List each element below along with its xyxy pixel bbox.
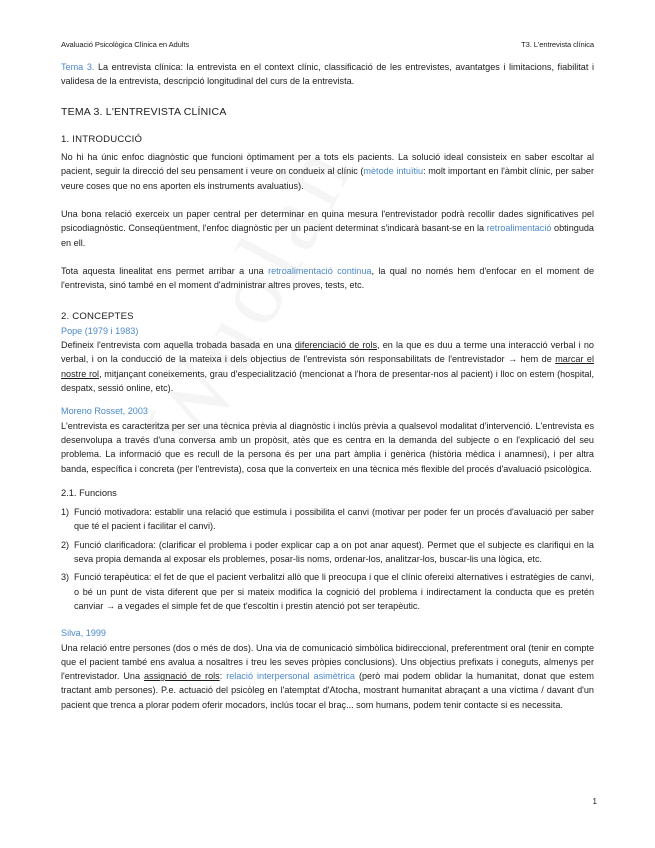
- document-body: [61, 60, 594, 712]
- list-item-funcio-terapeutica: [61, 570, 594, 613]
- list-number: 2): [61, 539, 70, 550]
- section-heading-concepts: 2. CONCEPTES: [61, 310, 134, 322]
- list-item-funcio-motivadora: [61, 505, 594, 534]
- pope-text-c: , mitjançant coneixements, grau d'especialització (mencionat a l'hora de presentar-nos al pacient) i lloc on estem (hospital, despatx, sessió online, etc).: [61, 368, 594, 394]
- keyword-metode-intuitiu: mètode intuïtiu: [363, 166, 424, 177]
- author-moreno-rosset: Moreno Rosset, 2003: [61, 406, 148, 417]
- pope-text-b: , en la que es duu a terme una interacció verbal i no verbal, i on la conducció de la mateixa i dels objectius de l'entrevista són responsabilitats de l'entrevistador → hem de: [61, 340, 594, 365]
- topic-summary: [61, 60, 594, 89]
- list-item-text: Funció motivadora: establir una relació que estimula i possibilita el canvi (motivar per poder fer un procés d'avaluació per saber que té el pacient i facilitar el canvi).: [74, 507, 594, 532]
- intro-p3-text-a: Tota aquesta linealitat ens permet arribar a una: [61, 265, 269, 276]
- moreno-paragraph: L'entrevista es caracteritza per ser una tècnica prèvia al diagnòstic i inclús prèvia a qualsevol modalitat d'intervenció. L'entrevista es desenvolupa a través d'una conversa amb un propòsit, atès que es centra en la demanda del subjecte o en l'explicació del seu problema. La informació que es recull de la persona és per una part àmplia i genèrica (història mèdica i anamnesi), i per altra banda, específica i concreta (per l'entrevista), cosa que la converteix en una tècnica més flexible del procés d'avaluació psicològica.: [61, 420, 594, 474]
- section-heading-intro: 1. INTRODUCCIÓ: [61, 133, 143, 145]
- page-title: TEMA 3. L'ENTREVISTA CLÍNICA: [61, 105, 227, 118]
- list-number: 1): [61, 507, 70, 518]
- author-pope: Pope (1979 i 1983): [61, 325, 139, 336]
- intro-paragraph-3: [61, 264, 594, 293]
- keyword-retroalimentacio: retroalimentació: [486, 223, 552, 234]
- underlined-marcar-rol: marcar el nostre rol: [61, 354, 594, 379]
- pope-paragraph: [61, 338, 594, 395]
- author-silva: Silva, 1999: [61, 628, 106, 639]
- underlined-assignacio-rols: assignació de rols: [144, 671, 220, 682]
- intro-p1-text-a: No hi ha únic enfoc diagnòstic que funcioni òptimament per a tots els pacients. La solució ideal consisteix en saber escoltar al pacient, seguir la direcció del seu pensament i veure on condueix al clínic (: [61, 152, 594, 177]
- keyword-relacio-asimetrica: relació interpersonal asimètrica: [226, 671, 355, 682]
- intro-p2-text-b: obtinguda en ell.: [61, 223, 594, 248]
- underlined-diferenciacio-rols: diferenciació de rols: [294, 340, 377, 351]
- silva-paragraph: [61, 641, 594, 712]
- list-item-funcio-clarificadora: [61, 538, 594, 567]
- intro-p3-text-b: , la qual no només hem d'enfocar en el moment de l'entrevista, sinó també en el moment d'administrar altres proves, tests, etc.: [61, 265, 594, 291]
- summary-label: Tema 3.: [61, 62, 95, 72]
- pope-text-a: Defineix l'entrevista com aquella trobada basada en una: [61, 340, 295, 351]
- page-number: 1: [592, 797, 597, 806]
- header-topic-title: T3. L'entrevista clínica: [521, 40, 594, 49]
- list-number: 3): [61, 572, 70, 583]
- keyword-retroalimentacio-continua: retroalimentació continua: [268, 265, 372, 276]
- silva-text-b: (però mai podem oblidar la humanitat, donat que estem tractant amb persones). P.e. actuació del psicòleg en l'atemptat d'Atocha, mostrant humanitat abraçant a una víctima / davant d'un pacient que trenca a plorar podem oferir mocadors, inclús tocar el braç... som humans, podem tenir contacte si es necessita.: [61, 671, 595, 710]
- header-course-title: Avaluació Psicològica Clínica en Adults: [61, 40, 190, 49]
- funcions-list: [61, 505, 594, 613]
- list-item-text: Funció clarificadora: (clarificar el problema i poder explicar cap a on pot anar aquest). Permet que el subjecte es clarifiqui en la seva propia demanda al exposar els problemes, posar-lis noms, ordenar-los, analitzar-los, buscar-lis una lògica, etc.: [74, 539, 594, 565]
- subsection-heading-funcions: 2.1. Funcions: [61, 487, 117, 498]
- silva-colon: :: [219, 671, 227, 682]
- intro-p1-text-b: : molt important en l'àmbit clínic, per saber veure coses que no ens aporten els instruments avaluatius).: [61, 166, 594, 191]
- summary-text: La entrevista clínica: la entrevista en el context clínic, classificació de les entrevistes, avantatges i limitacions, fiabilitat i validesa de la entrevista, descripció longitudinal del curs de la entrevista.: [61, 62, 594, 87]
- intro-paragraph-2: [61, 207, 594, 250]
- intro-p2-text-a: Una bona relació exerceix un paper central per determinar en quina mesura l'entrevistador podrà recollir dades significatives pel psicodiagnòstic. Conseqüentment, l'enfoc diagnòstic per un pacient determinat s'indicarà basant-se en la: [61, 209, 594, 234]
- intro-paragraph-1: [61, 150, 594, 193]
- silva-text-a: Una relació entre persones (dos o més de dos). Una via de comunicació simbòlica bidireccional, preferentment oral (tenir en compte que el pacient també ens avalua a nosaltres i treu les seves pròpies conclusions). Uns objectius prefixats i coneguts, almenys per l'entrevistador. Una: [61, 642, 594, 682]
- list-item-text: Funció terapèutica: el fet de que el pacient verbalitzi allò que li preocupa i que el clínic ofereixi alternatives i estratègies de canvi, o bé un punt de vista diferent que per si mateix modifica la cognició del problema i indirectament la conducta que es pretén canviar → a vegades el simple fet de que t'escoltin i prestin atenció pot ser terapèutic.: [74, 572, 594, 611]
